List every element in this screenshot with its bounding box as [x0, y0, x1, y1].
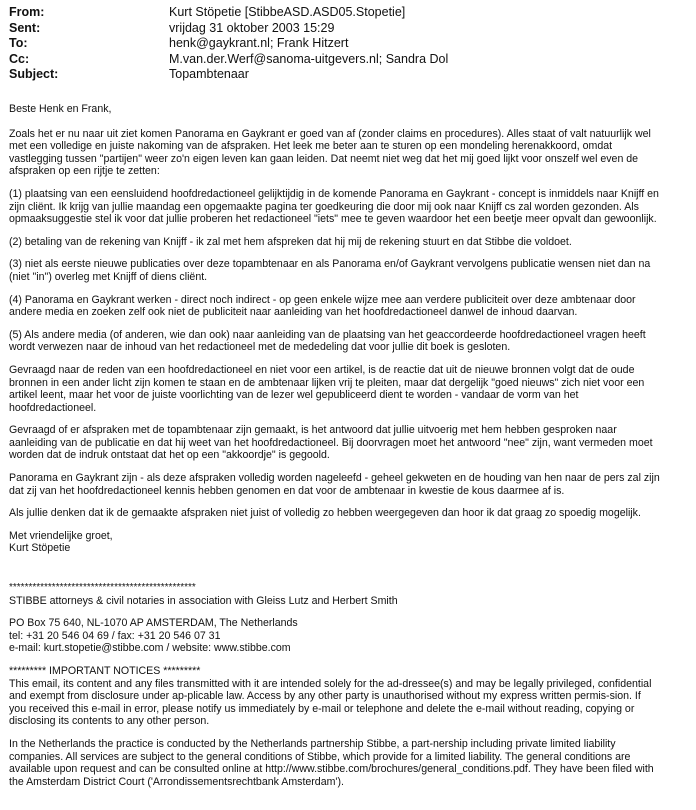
closing: [9, 530, 691, 555]
text-line: zijn cliënt. Ik krijg van jullie maandag een opgemaakte pagina ter goedkeuring die door mij ook naar Knijff cs zal worden gezonden. Als: [9, 200, 639, 213]
paragraph-item-4: [9, 294, 691, 319]
legal-text: [9, 738, 689, 788]
text-line: you received this e-mail in error, please notify us immediately by e-mail or telephone and delete the e-mail without reading, copying or: [9, 702, 635, 715]
text-line: (2) betaling van de rekening van Knijff - ik zal met hem afspreken dat hij mij de rekening stuurt en dat Stibbe die voldoet.: [9, 235, 572, 248]
text-line: afspraken op een rijtje te zetten:: [9, 165, 160, 178]
text-line: artikel leent, maar het voor de juiste voorlichting van de lezer wel gepubliceerd dient te worden - vandaar de vorm van het: [9, 389, 579, 402]
text-line: (4) Panorama en Gaykrant werken - direct noch indirect - op geen enkele wijze mee aan verdere publiciteit over deze ambtenaar door: [9, 293, 636, 306]
text-line: hoofdredactioneel.: [9, 401, 97, 414]
text-line: (1) plaatsing van een eensluidend hoofdredactioneel gelijktijdig in de komende Panorama en Gaykrant - concept is inmiddels naar Knijff en: [9, 187, 659, 200]
text-line: opmaaksuggestie stel ik voor dat jullie proberen het redactioneel "iets" mee te geven waardoor het een beetje meer opvalt dan gewoonlijk.: [9, 213, 657, 226]
text-line: andere media en zoeken zelf ook niet de publiciteit naar aanleiding van het hoofdredactioneel danwel de inhoud daarvan.: [9, 306, 578, 319]
subject-row: [9, 67, 689, 83]
paragraph-item-3: [9, 258, 691, 283]
to-value: henk@gaykrant.nl; Frank Hitzert: [169, 36, 349, 50]
separator-stars: ************************************************: [9, 582, 196, 593]
text-line: Gevraagd naar de reden van een hoofdredactioneel en niet voor een artikel, is de reactie dat uit de nieuwe bronnen volgt dat de oude: [9, 363, 635, 376]
from-row: [9, 5, 689, 21]
text-line: Zoals het er nu naar uit ziet komen Panorama en Gaykrant er goed van af (zonder claims en procedures). Alles staat of valt natuurlijk wel: [9, 127, 651, 140]
email-body: [9, 103, 691, 555]
closing-line: Met vriendelijke groet,: [9, 529, 113, 542]
sent-label: Sent:: [9, 20, 41, 35]
text-line: met een volledige en juiste nakoming van de afspraken. Het leek me beter aan te sturen op een mondeling herenakkoord, omdat: [9, 140, 613, 153]
signature-name: Kurt Stöpetie: [9, 542, 71, 555]
paragraph-closing-request: [9, 507, 691, 520]
firm-address: PO Box 75 640, NL-1070 AP AMSTERDAM, The Netherlands: [9, 617, 298, 630]
sent-value: vrijdag 31 oktober 2003 15:29: [169, 20, 335, 35]
paragraph-press: [9, 472, 691, 497]
cc-value: M.van.der.Werf@sanoma-uitgevers.nl; Sandra Dol: [169, 51, 449, 66]
paragraph-item-1: [9, 188, 691, 226]
text-line: dat zij van het hoofdredactioneel kennis hebben genomen en dat voor de ambtenaar in kwestie de kous daarmee af is.: [9, 484, 565, 497]
to-row: [9, 36, 689, 52]
text-line: (niet "in") overleg met Knijff of diens cliënt.: [9, 270, 208, 283]
subject-label: Subject:: [9, 67, 59, 81]
text-line: (3) niet als eerste nieuwe publicaties over deze topambtenaar en als Panorama en/of Gaykrant vervolgens publicatie wensen niet dan na: [9, 258, 651, 271]
text-line: In the Netherlands the practice is conducted by the Netherlands partnership Stibbe, a part-nership including private limited liability: [9, 737, 616, 750]
text-line: Panorama en Gaykrant zijn - als deze afspraken volledig worden nageleefd - geheel gekweten en de houding van hen naar de pers zal zijn: [9, 472, 660, 485]
text-line: available upon request and can be consulted online at http://www.stibbe.com/brochures/general_conditions.pdf. They have been filed with: [9, 763, 654, 776]
text-line: worden dat de indruk ontstaat dat het op een "akkoordje" is gegoold.: [9, 449, 330, 462]
to-label: To:: [9, 36, 28, 50]
email-footer: [9, 582, 689, 788]
firm-name: STIBBE attorneys & civil notaries in association with Gleiss Lutz and Herbert Smith: [9, 594, 398, 607]
paragraph-item-2: [9, 236, 691, 249]
paragraph-agreements: [9, 424, 691, 462]
greeting: Beste Henk en Frank,: [9, 103, 112, 115]
paragraph-item-5: [9, 329, 691, 354]
text-line: companies. All services are subject to the general conditions of Stibbe, which provide for a limited liability. The general conditions are: [9, 750, 631, 763]
cc-row: [9, 52, 689, 68]
paragraph-intro: [9, 128, 691, 178]
from-label: From:: [9, 5, 45, 19]
text-line: vastlegging tussen "partijen" weer zo'n eigen leven kan gaan leiden. Dat neemt niet weg dat het mij goed lijkt voor onszelf wel even de: [9, 152, 639, 165]
text-line: disclosing its contents to any other person.: [9, 715, 210, 728]
text-line: the Amsterdam District Court ('Arrondissementsrechtbank Amsterdam').: [9, 775, 344, 788]
from-value: Kurt Stöpetie [StibbeASD.ASD05.Stopetie]: [169, 5, 406, 19]
subject-value: Topambtenaar: [169, 67, 249, 81]
text-line: This email, its content and any files transmitted with it are intended solely for the ad-dressee(s) and may be legally privileged, confidential: [9, 677, 652, 690]
text-line: Als jullie denken dat ik de gemaakte afspraken niet juist of volledig zo hebben weergegeven dan hoor ik dat graag zo spoedig mogelijk.: [9, 507, 641, 520]
text-line: (5) Als andere media (of anderen, wie dan ook) naar aanleiding van de plaatsing van het geaccordeerde hoofdredactioneel vragen heeft: [9, 328, 646, 341]
text-line: wordt verwezen naar de inhoud van het redactioneel met de mededeling dat voor jullie dit boek is gesloten.: [9, 341, 511, 354]
cc-label: Cc:: [9, 51, 30, 66]
notice-text: [9, 678, 689, 728]
notice-title: ********* IMPORTANT NOTICES *********: [9, 664, 201, 677]
sent-row: [9, 21, 689, 37]
email-header: [9, 5, 689, 83]
text-line: and exempt from disclosure under ap-plicable law. Access by any other party is unauthorised without my express written permis-sion. If: [9, 690, 641, 703]
text-line: bronnen in een ander licht zijn komen te staan en de ambtenaar lijken vrij te pleiten, maar dat dergelijk "goed nieuws" zich niet voor een: [9, 376, 645, 389]
firm-phone: tel: +31 20 546 04 69 / fax: +31 20 546 07 31: [9, 629, 221, 642]
text-line: Gevraagd of er afspraken met de topambtenaar zijn gemaakt, is het antwoord dat jullie uitvoerig met hem hebben gesproken naar: [9, 424, 617, 437]
text-line: aanleiding van de publicatie en dat hij weet van het hoofdredactioneel. Bij doorvragen moet het antwoord "nee" zijn, want vermeden moet: [9, 436, 653, 449]
paragraph-reason: [9, 364, 691, 414]
firm-email[interactable]: e-mail: kurt.stopetie@stibbe.com / website: www.stibbe.com: [9, 642, 291, 655]
